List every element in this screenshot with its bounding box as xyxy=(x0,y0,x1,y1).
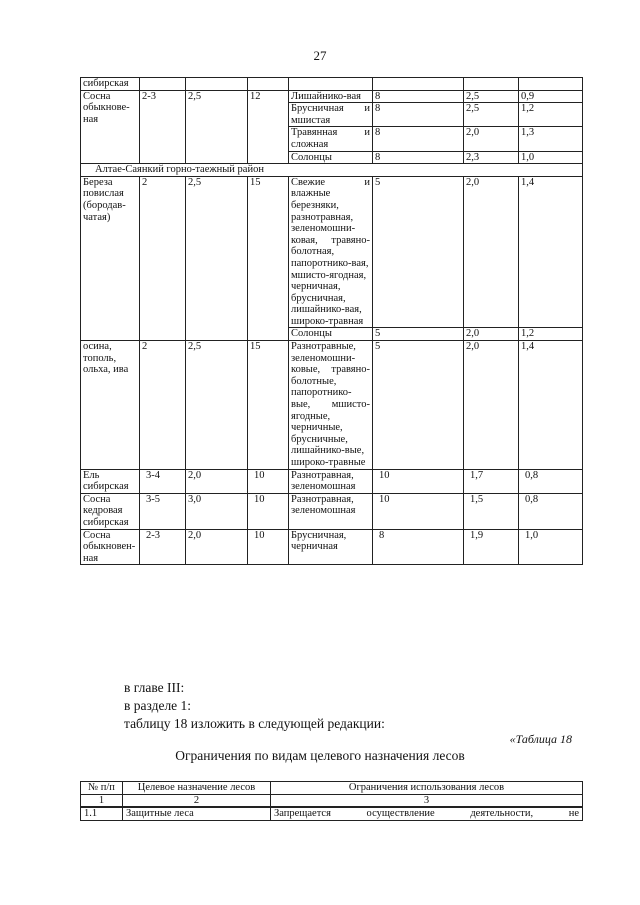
value-cell: 1,2 xyxy=(519,328,583,341)
value-cell: 1,7 xyxy=(464,469,519,493)
value-cell: 3-4 xyxy=(140,469,186,493)
value-cell: 1,5 xyxy=(464,493,519,529)
page-number: 27 xyxy=(313,48,327,63)
value-cell: 10 xyxy=(248,469,289,493)
value-cell: 2,5 xyxy=(464,103,519,127)
value-cell: 2 xyxy=(140,176,186,340)
value-cell: 2 xyxy=(140,341,186,470)
value-cell: 8 xyxy=(373,529,464,565)
row-number: 1.1 xyxy=(81,807,123,820)
value-cell: 3-5 xyxy=(140,493,186,529)
tree-species-cell: сибирская xyxy=(81,78,140,91)
table-row xyxy=(81,176,583,328)
forest-type-cell: Брусничная и мшистая xyxy=(289,103,373,127)
value-cell: 2,0 xyxy=(186,469,248,493)
value-cell: 1,0 xyxy=(519,151,583,164)
value-cell: 8 xyxy=(373,90,464,103)
value-cell: 0,9 xyxy=(519,90,583,103)
value-cell: 12 xyxy=(248,90,289,164)
forest-type-cell: Лишайнико-вая xyxy=(289,90,373,103)
value-cell: 1,4 xyxy=(519,341,583,470)
table-row xyxy=(81,529,583,565)
value-cell: 2,0 xyxy=(464,328,519,341)
tree-species-cell: Сосна обыкновен-ная xyxy=(81,529,140,565)
header-restrictions: Ограничения использования лесов xyxy=(271,782,583,795)
value-cell: 2,5 xyxy=(186,90,248,164)
value-cell: 1,0 xyxy=(519,529,583,565)
forest-type-cell: Травянная и сложная xyxy=(289,127,373,151)
table-label: «Таблица 18 xyxy=(509,732,572,746)
tree-species-cell: Ель сибирская xyxy=(81,469,140,493)
forest-type-cell: Солонцы xyxy=(289,328,373,341)
forest-type-cell: Разнотравная, зеленомошная xyxy=(289,493,373,529)
value-cell: 10 xyxy=(248,529,289,565)
column-number: 2 xyxy=(123,794,271,807)
table-row xyxy=(81,164,583,177)
value-cell: 2,0 xyxy=(186,529,248,565)
column-number: 3 xyxy=(271,794,583,807)
header-number: № п/п xyxy=(81,782,123,795)
value-cell: 3,0 xyxy=(186,493,248,529)
table-row xyxy=(81,469,583,493)
table-row xyxy=(81,341,583,470)
forest-type-cell: Свежие и влажные березняки, разнотравная, зеленомошни-ковая, травяно-болотная, папоротнико-вая, мшисто-ягодная, черничная, брусничная, лишайнико-вая, широко-травная xyxy=(289,176,373,328)
forest-type-cell: Брусничная, черничная xyxy=(289,529,373,565)
value-cell: 5 xyxy=(373,328,464,341)
value-cell: 8 xyxy=(373,103,464,127)
value-cell: 10 xyxy=(248,493,289,529)
value-cell: 1,9 xyxy=(464,529,519,565)
value-cell: 15 xyxy=(248,176,289,340)
restriction-cell: Запрещается осуществление деятельности, не xyxy=(271,807,583,820)
value-cell: 2-3 xyxy=(140,90,186,164)
value-cell: 8 xyxy=(373,151,464,164)
value-cell: 5 xyxy=(373,176,464,328)
paragraph-section: в разделе 1: xyxy=(124,698,192,713)
column-number-row xyxy=(81,794,583,807)
table-row xyxy=(81,78,583,91)
tree-species-cell: Береза повислая (бородав-чатая) xyxy=(81,176,140,340)
forest-type-cell: Солонцы xyxy=(289,151,373,164)
value-cell: 2,5 xyxy=(464,90,519,103)
paragraph-chapter: в главе III: xyxy=(124,680,185,695)
value-cell: 8 xyxy=(373,127,464,151)
value-cell: 1,3 xyxy=(519,127,583,151)
table-header-row xyxy=(81,782,583,795)
value-cell: 2,0 xyxy=(464,127,519,151)
forest-type-cell: Разнотравная, зеленомошная xyxy=(289,469,373,493)
table-row xyxy=(81,90,583,103)
tree-species-cell: Сосна обыкнове-ная xyxy=(81,90,140,164)
value-cell: 10 xyxy=(373,469,464,493)
table-row xyxy=(81,493,583,529)
tree-species-cell: Сосна кедровая сибирская xyxy=(81,493,140,529)
value-cell: 15 xyxy=(248,341,289,470)
value-cell: 2,3 xyxy=(464,151,519,164)
value-cell: 5 xyxy=(373,341,464,470)
value-cell: 2,0 xyxy=(464,176,519,328)
table-row xyxy=(81,807,583,820)
forest-norms-table xyxy=(80,77,583,565)
table-title: Ограничения по видам целевого назначения лесов xyxy=(175,748,465,763)
region-header: Алтае-Саянкий горно-таежный район xyxy=(81,164,583,177)
value-cell: 10 xyxy=(373,493,464,529)
restrictions-table xyxy=(80,781,583,821)
value-cell: 0,8 xyxy=(519,493,583,529)
value-cell: 0,8 xyxy=(519,469,583,493)
paragraph-instruction: таблицу 18 изложить в следующей редакции: xyxy=(124,716,385,731)
header-purpose: Целевое назначение лесов xyxy=(123,782,271,795)
value-cell: 2,5 xyxy=(186,176,248,340)
tree-species-cell: осина, тополь, ольха, ива xyxy=(81,341,140,470)
value-cell: 2-3 xyxy=(140,529,186,565)
value-cell: 2,5 xyxy=(186,341,248,470)
value-cell: 2,0 xyxy=(464,341,519,470)
column-number: 1 xyxy=(81,794,123,807)
value-cell: 1,4 xyxy=(519,176,583,328)
value-cell: 1,2 xyxy=(519,103,583,127)
purpose-cell: Защитные леса xyxy=(123,807,271,820)
forest-type-cell: Разнотравные, зеленомошни-ковые, травяно-болотные, папоротнико-вые, мшисто-ягодные, черничные, брусничные, лишайнико-вые, широко-травные xyxy=(289,341,373,470)
